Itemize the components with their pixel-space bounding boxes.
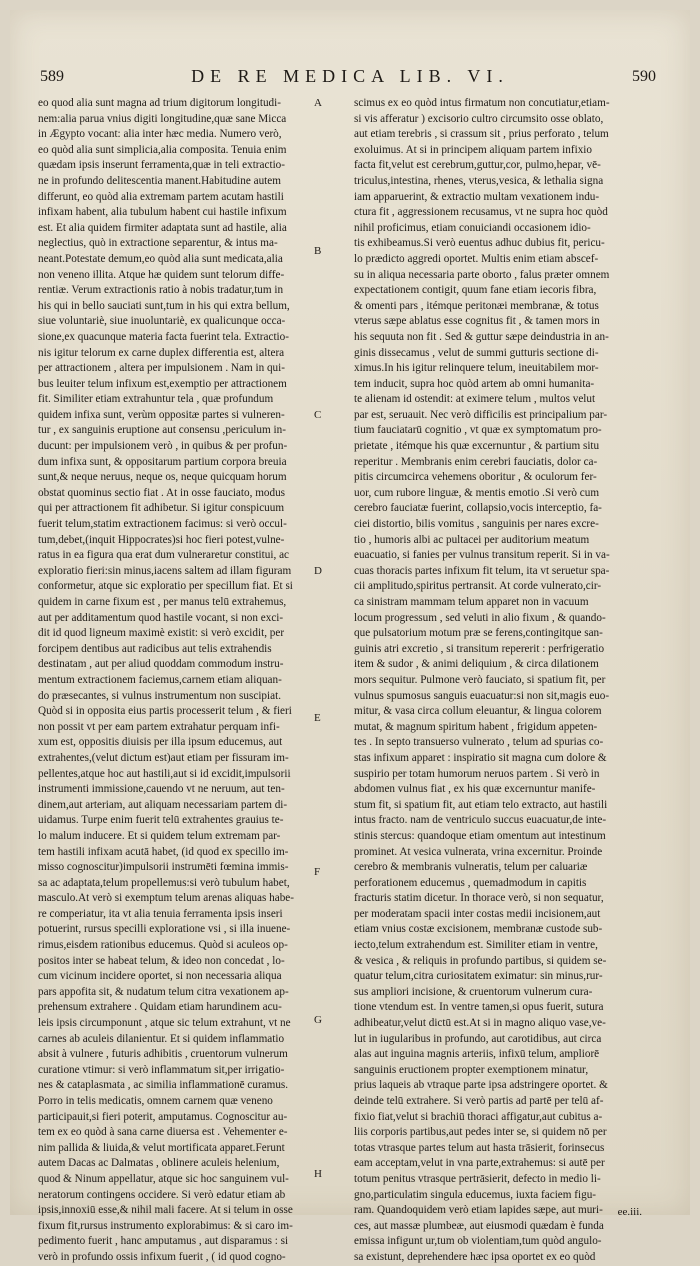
text-line: mitur, & vasa circa collum eleuantur, & lingua colorem bbox=[354, 705, 602, 718]
text-line: conformetur, atque sic exploratio per specillum fiat. Et si bbox=[38, 580, 293, 593]
text-line: ginis dissecamus , velut de summi gutturis sectione di- bbox=[354, 346, 599, 359]
text-line: prominet. At vesica vulnerata, vrina excernitur. Proinde bbox=[354, 845, 603, 858]
text-line: differunt, eo quòd alia extremam partem acutam hastili bbox=[38, 190, 284, 203]
text-line: fixio fiat,velut si brachiū thoraci affigatur,aut cubitus a- bbox=[354, 1110, 603, 1123]
text-line: alas aut inguina magnis arteriis, infixū telum, ampliorē bbox=[354, 1048, 600, 1061]
text-line: totum penitus vtrasque pertrāsierit, defecto in medio li- bbox=[354, 1172, 601, 1185]
text-line: quidem infixa sunt, verùm oppositæ partes si vulneren- bbox=[38, 408, 285, 421]
text-line: nis igitur telorum ex carne duplex differentia est, altera bbox=[38, 346, 285, 359]
text-line: liis corporis partibus,aut pedes inter se, si quidem nō per bbox=[354, 1126, 607, 1139]
text-line: misso cognoscitur)impulsorii instrumēti fœmina immis- bbox=[38, 861, 289, 874]
text-line: Quòd si in opposita eius partis processerit telum , & fieri bbox=[38, 705, 292, 718]
text-line: prius laqueis ab vtraque parte ipsa adstringere oportet. & bbox=[354, 1079, 608, 1092]
text-line: scimus ex eo quòd intus firmatum non concutiatur,etiam- bbox=[354, 97, 610, 109]
margin-letter-d: D bbox=[314, 565, 322, 577]
book-page bbox=[10, 10, 690, 1263]
text-line: tis exhibeamus.Si verò euentus adhuc dubius fit, pericu- bbox=[354, 237, 605, 250]
text-line: qui per attractionem fit adhibetur. Si igitur conspicuum bbox=[38, 502, 285, 515]
text-line: obstat quominus sectio fiat . At in osse fauciato, modus bbox=[38, 486, 286, 499]
text-line: ne in profundo delitescentia manent.Habitudine autem bbox=[38, 174, 281, 187]
text-line: fixum fit,rursus instrumento explorabimus: & si caro im- bbox=[38, 1219, 293, 1232]
text-line: tium fauciatarū cognitio , vt quæ ex symptomatum pro- bbox=[354, 424, 602, 437]
text-line: absit à vulnere , futuris adhibitis , cruentorum vulnerum bbox=[38, 1048, 288, 1061]
text-line: quod & Ninum appellatur, atque sic hoc sanguinem vul- bbox=[38, 1172, 289, 1185]
text-line: iecto,telum extrahendum est. Similiter etiam in ventre, bbox=[354, 939, 598, 952]
text-line: stum fit, si spatium fit, aut etiam telo extracto, aut hastili bbox=[354, 798, 608, 811]
text-line: neratorum contingens occidere. Si verò edatur etiam ab bbox=[38, 1188, 286, 1201]
text-line: dum infixa sunt, & oppositarum partium corpora breuia bbox=[38, 455, 287, 468]
text-line: sanguinis eructionem propter exemptionem minatur, bbox=[354, 1063, 589, 1076]
text-line: non veneno illita. Atque hæ quidem sunt telorum diffe- bbox=[38, 268, 285, 281]
text-line: pellentes,atque hoc aut hastili,aut si id excidit,impulsorii bbox=[38, 767, 291, 780]
text-line: facta fit,velut est cerebrum,guttur,cor, pulmo,hepar, vē- bbox=[354, 159, 601, 172]
text-line: mors sequitur. Pulmone verò fauciato, si spatium fit, per bbox=[354, 673, 606, 686]
text-line: est. Et alia quidem firmiter adaptata sunt ad hastile, alia bbox=[38, 221, 287, 234]
text-line: rentiæ. Verum extractionis ratio à nobis tradatur,tum in bbox=[38, 284, 284, 297]
text-line: nim pallida & liuida,& velut mortificata apparet.Ferunt bbox=[38, 1141, 285, 1154]
text-line: do præsecantes, si vulnus instrumentum non suscipiat. bbox=[38, 689, 281, 702]
text-line: neglectius, quò in extractione separentur, & intus ma- bbox=[38, 237, 278, 250]
text-line: siue voluntariè, siue inuoluntariè, ex qualicunque occa- bbox=[38, 315, 286, 328]
text-line: nem:alia parua vnius digiti longitudine,quæ sane Micca bbox=[38, 112, 287, 125]
text-line: cerebro fauciatæ fuerint, collapsio,vocis interceptio, fa- bbox=[354, 502, 602, 515]
text-line: ipsis,innoxiū esse,& nihil mali facere. At si telum in osse bbox=[38, 1204, 293, 1217]
text-line: ces, aut massæ plumbeæ, aut eiusmodi quædam è funda bbox=[354, 1219, 604, 1232]
text-line: guinis atri excretio , si transitum repererit : perfrigeratio bbox=[354, 642, 605, 655]
text-line: euacuatio, si fanies per vulnus transitum reperit. Si in va- bbox=[354, 549, 610, 562]
text-line: nes & cataplasmata , ac similia inflammationē curamus. bbox=[38, 1079, 289, 1092]
text-line: re comperiatur, ita vt alia tenuia ferramenta ipsis inseri bbox=[38, 907, 283, 920]
text-line: fracturis statim dicetur. In thorace verò, si non sequatur, bbox=[354, 892, 604, 905]
margin-letter-h: H bbox=[314, 1168, 322, 1180]
text-line: gno,particulatim singula educemus, iuxta faciem figu- bbox=[354, 1188, 597, 1201]
text-line: extrahentes,(velut dictum est)aut etiam per fissuram im- bbox=[38, 751, 289, 764]
text-line: ctura fit , aggressionem recusamus, vt ne supra hoc quòd bbox=[354, 206, 608, 219]
text-line: uor, cum rubore linguæ, & mentis emotio .Si verò cum bbox=[354, 486, 600, 499]
text-line: participauit,si fieri poterit, amputamus. Cognoscitur au- bbox=[38, 1110, 288, 1123]
text-line: leis ipsis circumponunt , atque sic telum extrahunt, vt ne bbox=[38, 1017, 291, 1030]
text-line: nihil proficimus, etiam conuiciandi occasionem idio- bbox=[354, 221, 591, 234]
text-line: ducunt: per impulsionem verò , in quibus & per profun- bbox=[38, 440, 288, 453]
text-line: autem Dacas ac Dalmatas , oblinere aculeis helenium, bbox=[38, 1157, 280, 1170]
text-line: rimus,eisdem rationibus educemus. Quòd si aculeos op- bbox=[38, 939, 288, 952]
text-line: infixam habent, alia tubulum habent cui hastile infixum bbox=[38, 206, 287, 219]
text-line: exploratio fieri:sin minus,iacens saltem ad illam figuram bbox=[38, 564, 292, 577]
text-line: iam apparuerint, & extractio multam vexationem indu- bbox=[354, 190, 600, 203]
text-line: pars appofita sit, & nudatum telum citra vexationem ap- bbox=[38, 985, 289, 998]
text-line: his sequuta non fit . Sed & guttur sæpe deindustria in an- bbox=[354, 330, 609, 343]
text-line: quædam ipsis inserunt ferramenta,quæ in teli extractio- bbox=[38, 159, 285, 172]
text-line: cuas thoracis partes infixum fit telum, ita vt seruetur spa- bbox=[354, 564, 610, 577]
text-line: cerebro & membranis vulneratis, telum per caluariæ bbox=[354, 861, 588, 874]
text-line: vterus sæpe ablatus esse cognitus fit , & tamen mors in bbox=[354, 315, 600, 328]
text-line: sa ac adaptata,telum propellemus:si verò tubulum habet, bbox=[38, 876, 290, 889]
text-line: ram. Quandoquidem verò etiam lapides sæpe, aut muri- bbox=[354, 1204, 603, 1217]
text-line: etiam vnius costæ excisionem, membranæ custode sub- bbox=[354, 923, 603, 936]
text-line: su in aliqua necessaria parte oborto , falus præter omnem bbox=[354, 268, 610, 281]
text-line: pitis circumcirca vehemens oboritur , & oculorum fer- bbox=[354, 471, 597, 484]
text-line: xum est, oppositis diuisis per illa ipsum educemus, aut bbox=[38, 736, 283, 749]
text-line: vulnus spumosus sanguis euacuatur:si non sit,magis euo- bbox=[354, 689, 610, 702]
text-line: ca sinistram mammam telum apparet non in vacuum bbox=[354, 596, 589, 608]
text-line: tem inducit, supra hoc quòd artem ab omni humanita- bbox=[354, 377, 595, 390]
signature-mark: ee.iii. bbox=[617, 1206, 642, 1218]
text-line: deinde telū extrahere. Si verò partis ad partē per telū af- bbox=[354, 1095, 604, 1107]
text-line: sione,ex quacunque materia facta fuerint tela. Extractio- bbox=[38, 330, 289, 343]
text-line: verò in profundo ossis infixum fuerit , ( id quod cogno- bbox=[38, 1250, 286, 1263]
text-line: lo prædicto aggredi oportet. Multis enim etiam abscef- bbox=[354, 252, 599, 265]
text-line: sunt,& neque neruus, neque os, neque quicquam horum bbox=[38, 471, 287, 484]
text-line: lut in iugularibus in profundo, aut carotidibus, aut circa bbox=[354, 1032, 602, 1045]
text-line: tem hastili infixam acutā habet, (id quod ex specillo im- bbox=[38, 845, 289, 858]
text-line: tum,debet,(inquit Hippocrates)si hoc fieri potest,vulne- bbox=[38, 533, 285, 546]
text-line: cum vicinum incidere oportet, si non necessaria aliqua bbox=[38, 970, 282, 983]
text-line: par est, seruauit. Nec verò difficilis est principalium par- bbox=[354, 408, 608, 421]
text-line: potuerint, rursus specilli exploratione vsi , si illa inuene- bbox=[38, 923, 291, 936]
text-line: abdomen vulnus fiat , ex his quæ excernuntur manife- bbox=[354, 783, 596, 796]
text-line: suspirio per totam humorum neruos partem . Si verò in bbox=[354, 767, 600, 780]
text-line: te alienam id ostendit: at eximere telum , multos velut bbox=[354, 393, 596, 406]
text-line: carnes ab aculeis dilanientur. Et si quidem inflammatio bbox=[38, 1032, 285, 1045]
text-line: per moderatam spacii inter costas medii incisionem,aut bbox=[354, 907, 601, 920]
text-line: tione vtendum est. In ventre tamen,si opus fuerit, sutura bbox=[354, 1001, 604, 1014]
text-line: totas vtrasque partes telum aut hasta trāsierit, forinsecus bbox=[354, 1141, 605, 1154]
text-line: eo quòd alia sunt simplicia,alia composita. Tenuia enim bbox=[38, 143, 287, 156]
text-line: masculo.At verò si exemptum telum arenas aliquas habe- bbox=[38, 892, 294, 905]
text-line: sa existunt, deprehendere hæc ipsa oportet ex eo quòd bbox=[354, 1250, 596, 1263]
text-line: forcipem dentibus aut radicibus aut telis extrahendis bbox=[38, 642, 272, 655]
margin-letter-g: G bbox=[314, 1014, 322, 1026]
text-line: tem ex eo quòd à sana carne diuersa est . Vehementer e- bbox=[38, 1126, 288, 1139]
text-line: in Ægypto vocant: alia inter hæc media. Numero verò, bbox=[38, 128, 282, 141]
text-line: locum progressum , sed veluti in alio fixum , & quando- bbox=[354, 611, 606, 624]
text-line: & omenti pars , itémque peritonæi membranæ, & totus bbox=[354, 299, 599, 312]
text-line: aut etiam terebris , si crassum sit , prius perforato , telum bbox=[354, 128, 609, 141]
margin-letter-c: C bbox=[314, 409, 322, 421]
text-line: mentum extractionem faciemus,carnem etiam aliquan- bbox=[38, 673, 282, 686]
text-line: uidamus. Turpe enim fuerit telū extrahentes grauius te- bbox=[38, 814, 284, 827]
text-line: eo quod alia sunt magna ad trium digitorum longitudi- bbox=[38, 97, 281, 109]
text-line: instrumenti immissione,cauendo vt ne neruum, aut ten- bbox=[38, 783, 285, 796]
text-line: triculus,intestina, rhenes, vterus,vesica, & lethalia signa bbox=[354, 174, 604, 187]
text-line: tes . In septo transuerso vulnerato , telum ad spurias co- bbox=[354, 736, 604, 749]
left-column bbox=[38, 96, 344, 1263]
text-line: quatur telum,citra curiositatem eximatur: sin minus,rur- bbox=[354, 970, 603, 983]
text-line: reperitur . Membranis enim cerebri fauciatis, dolor ca- bbox=[354, 455, 598, 468]
text-line: eam acceptam,velut in vna parte,extrahemus: si autē per bbox=[354, 1157, 605, 1170]
margin-letter-f: F bbox=[314, 866, 321, 878]
text-line: exoluimus. At si in principem aliquam partem infixio bbox=[354, 143, 593, 156]
text-line: emissa infigunt ur,tum ob violentiam,tum quòd angulo- bbox=[354, 1235, 602, 1248]
text-line: quidem in carne fixum est , per manus telū extrahemus, bbox=[38, 596, 287, 608]
margin-letter-a: A bbox=[314, 97, 322, 109]
text-line: non possit vt per eam partem extrahatur perquam infi- bbox=[38, 720, 280, 733]
text-line: aut per additamentum quod hastile vocant, si non exci- bbox=[38, 611, 284, 624]
page-header bbox=[40, 66, 660, 92]
text-line: stas infixum apparet : inspiratio sit magna cum dolore & bbox=[354, 751, 607, 764]
text-line: adhibeatur,velut dictū est.At si in magno aliquo vase,ve- bbox=[354, 1017, 606, 1030]
text-line: curatione vtimur: si verò inflammatum sit,per irrigatio- bbox=[38, 1063, 285, 1076]
text-line: item & sudor , & animi deliquium , & circa dilationem bbox=[354, 658, 599, 671]
text-line: ciei distortio, bilis vomitus , sanguinis per nares excre- bbox=[354, 518, 599, 531]
text-line: per attractionem , altera per impulsionem . Nam in qui- bbox=[38, 362, 285, 375]
text-line: destinatam , aut per aliud quoddam commodum instru- bbox=[38, 658, 284, 671]
text-line: neant.Potestate demum,eo quòd alia sunt medicata,alia bbox=[38, 252, 283, 265]
text-line: tur , ex sanguinis eruptione aut consensu ,periculum in- bbox=[38, 424, 286, 437]
text-line: si vis afferatur ) excisorio cultro circumsito osse oblato, bbox=[354, 112, 604, 125]
text-line: lo malum inducere. Et si quidem telum extremam par- bbox=[38, 829, 281, 842]
text-line: intus fracto. nam de ventriculo succus euacuatur,de inte- bbox=[354, 814, 607, 827]
text-line: fit. Similiter etiam extrahuntur tela , quæ profundum bbox=[38, 393, 274, 406]
text-line: stinis stercus: quandoque etiam omentum aut intestinum bbox=[354, 829, 606, 842]
text-line: bus leuiter telum infixum est,exemptio per attractionem bbox=[38, 377, 287, 390]
text-line: ratus in ea figura qua erat dum vulneraretur constitui, ac bbox=[38, 549, 289, 562]
text-line: & vesica , & reliquis in profundo partibus, si quidem se- bbox=[354, 954, 607, 967]
text-line: pedimento fuerit , hanc amputamus , aut disparamus : si bbox=[38, 1235, 289, 1248]
text-line: positos inter se habeat telum, & ideo non concedat , lo- bbox=[38, 954, 285, 967]
text-line: tio , humoris albi ac pultacei per auditorium meatum bbox=[354, 533, 590, 546]
page-number-left: 589 bbox=[40, 68, 64, 85]
text-line: prietate , itémque his quæ excernuntur , & partium situ bbox=[354, 440, 600, 453]
text-line: mutat, & magnum spiritum habent , frigidum appeten- bbox=[354, 720, 598, 733]
text-line: Porro in telis medicatis, omnem carnem quæ veneno bbox=[38, 1095, 273, 1107]
text-line: his qui in bello sauciati sunt,tum in his qui extra bellum, bbox=[38, 299, 290, 312]
text-line: ximus.In his igitur relinquere telum, ineuitabilem mor- bbox=[354, 362, 599, 375]
text-line: cii amplitudo,spiritus pertransit. At corde vulnerato,cir- bbox=[354, 580, 602, 593]
text-line: perforationem educemus , quemadmodum in capitis bbox=[354, 876, 587, 889]
running-title: DE RE MEDICA LIB. VI. bbox=[191, 66, 509, 86]
page-number-right: 590 bbox=[632, 68, 656, 85]
text-line: que pulsatorium motum præ se ferens,contingitque san- bbox=[354, 627, 603, 640]
text-line: prehensum extrahere . Quidam etiam harundinem acu- bbox=[38, 1001, 282, 1014]
text-line: dit id quod ligneum maximè existit: si verò excidit, per bbox=[38, 627, 285, 640]
text-line: dinem,aut arteriam, aut aliquam necessariam partem di- bbox=[38, 798, 288, 811]
text-line: expectationem contigit, quum fane etiam iecoris fibra, bbox=[354, 284, 597, 297]
margin-letter-e: E bbox=[314, 712, 321, 724]
text-line: sus ampliori incisione, & cruentorum vulnerum cura- bbox=[354, 985, 593, 998]
text-line: fuerit telum,statim extractionem facimus: si verò occul- bbox=[38, 518, 287, 531]
margin-letter-b: B bbox=[314, 245, 322, 257]
